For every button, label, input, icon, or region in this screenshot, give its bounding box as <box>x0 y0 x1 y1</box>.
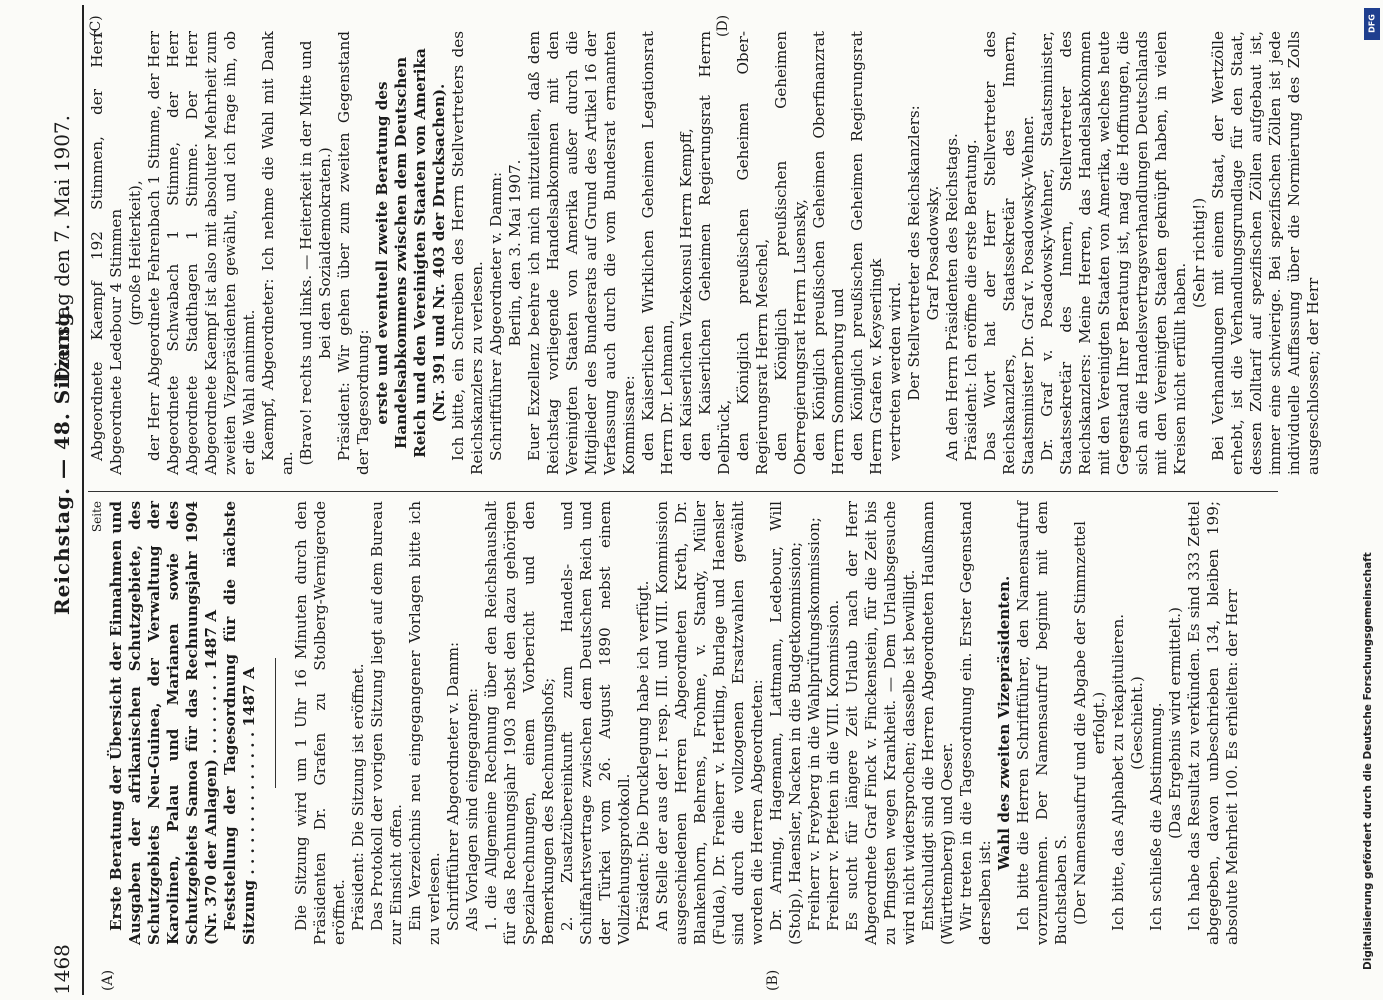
paragraph: Präsident: Die Sitzung ist eröffnet. <box>349 663 367 931</box>
column-divider <box>88 491 1278 492</box>
stage-direction: (Der Namensaufruf und die Abgabe der Stimmzettel erfolgt.) <box>1071 521 1108 925</box>
letter-address: An den Herrn Präsidenten des Reichstags. <box>943 133 961 461</box>
margin-mark-b: (B) <box>765 969 781 991</box>
list-item: den Königlich preußischen Geheimen Regierungsrat Herrn Grafen v. Keyserlingk <box>848 31 885 475</box>
right-column <box>88 31 1322 475</box>
toc-entry-1: Erste Beratung der Übersicht der Einnahmen und Ausgaben der afrikanischen Schutzgebiete, des Schutzgebiets Neu-Guinea, der Verwaltung der Karolinen, Palau und Marianen sowie des Schutzgebiets Samoa für das Rechnungsjahr 1904 (Nr. 370 der Anlagen) . . . . . . . . 1487 A <box>107 501 220 945</box>
letter-dateline: Berlin, den 3. Mai 1907. <box>506 159 524 347</box>
letter-signature-title: Der Stellvertreter des Reichskanzlers: <box>905 105 923 401</box>
paragraph: An Stelle der aus der I. resp. III. und VIII. Kommission ausgeschiedenen Herren Abgeordneten Kreth, Dr. Blankenhorn, Behrens, Frohme, v. Standy, Müller (Fulda), Dr. Freiherr v. Hertling, Burlage und Haensler sind durch die vollzogenen Ersatzwahlen gewählt worden die Herren Abgeordneten: <box>653 501 766 945</box>
paragraph: Ich bitte die Herren Schriftführer, den Namensaufruf vorzunehmen. Der Namensaufruf beginnt mit dem Buchstaben S. <box>1014 501 1070 945</box>
list-item: den Königlich preußischen Geheimen Oberfinanzrat Herrn Sommerburg und <box>810 31 847 475</box>
paragraph: Präsident: Die Drucklegung habe ich verfügt. <box>634 580 652 931</box>
stage-direction: (Geschieht.) <box>1128 676 1146 770</box>
paragraph: Abgeordnete Kaempf 192 Stimmen, der Herr Abgeordnete Ledebour 4 Stimmen <box>88 31 125 475</box>
reichstag-protocol-page <box>30 5 1358 995</box>
agenda-item-heading: erste und eventuell zweite Beratung des Handelsabkommens zwischen dem Deutschen Reich und den Vereinigten Staaten von Amerika (Nr. 391 und Nr. 403 der Drucksachen). <box>373 48 448 458</box>
margin-mark-c: (C) <box>88 15 104 37</box>
stage-direction: (Das Ergebnis wird ermittelt.) <box>1166 607 1184 839</box>
stage-direction: (Bravo! rechts und links. — Heiterkeit in der Mitte und bei den Sozialdemokraten.) <box>297 40 334 466</box>
paragraph: Als Vorlagen sind eingegangen: <box>463 687 481 931</box>
seite-label: Seite <box>90 501 104 533</box>
paragraph: Bei Verhandlungen mit einem Staat, der Wertzölle erhebt, ist die Verhandlungsgrundlage für den Staat, dessen Zolltarif auf spezifischen Zöllen aufgebaut ist, immer eine schwierige. Bei spezifischen Zöllen ist jede individuelle Auffassung über die Normierung des Zolls ausgeschlossen; der Herr <box>1209 31 1322 475</box>
paragraph: Freiherr v. Freyberg in die Wahlprüfungskommission; <box>805 517 823 931</box>
paragraph: Präsident: Wir gehen über zum zweiten Gegenstand der Tagesordnung: <box>335 31 372 475</box>
paragraph: Dr. Graf v. Posadowsky-Wehner, Staatsminister, Staatssekretär des Innern, Stellvertreter des Reichskanzlers: Meine Herren, das Handelsabkommen mit den Vereinigten Staaten von Amerika, welches heute Gegenstand Ihrer Beratung ist, mag die Hoffnungen, die sich an die Handelsvertragsverhandlungen Deutschlands mit den Vereinigten Staaten geknüpft haben, in vielen Kreisen nicht erfüllt haben. <box>1038 31 1189 475</box>
list-item: 2. Zusatzübereinkunft zum Handels- und Schiffahrtsvertrage zwischen dem Deutschen Reich und der Türkei vom 26. August 1890 nebst einem Vollziehungsprotokoll. <box>558 501 633 945</box>
stage-direction: (große Heiterkeit), <box>126 180 144 326</box>
paragraph: Ein Verzeichnis neu eingegangener Vorlagen bitte ich zu verlesen. <box>406 501 443 945</box>
paragraph: Ich habe das Resultat zu verkünden. Es sind 333 Zettel abgegeben, davon unbeschrieben 134, bleiben 199; absolute Mehrheit 100. Es erhielten: der Herr <box>1185 501 1241 945</box>
paragraph: Das Protokoll der vorigen Sitzung liegt auf dem Bureau zur Einsicht offen. <box>368 501 405 945</box>
page-date: Dienstag den 7. Mai 1907. <box>50 115 74 384</box>
paragraph: Das Wort hat der Herr Stellvertreter des Reichskanzlers, Staatssekretär des Innern, Staatsminister Dr. Graf v. Posadowsky-Wehner. <box>981 31 1037 475</box>
dfg-logo-text: DFG <box>1367 14 1377 33</box>
list-item: den Kaiserlichen Wirklichen Geheimen Legationsrat Herrn Dr. Lehmann, <box>639 31 676 475</box>
paragraph: vertreten werden wird. <box>886 281 904 461</box>
list-item: den Kaiserlichen Vizekonsul Herrn Kempff, <box>677 128 695 461</box>
page-title: Reichstag. — 48. Sitzung. <box>50 303 74 615</box>
digitization-stamp-text: Digitalisierung gefördert durch die Deutsche Forschungsgemeinschaft <box>1362 552 1374 970</box>
paragraph: Kaempf, Abgeordneter: Ich nehme die Wahl mit Dank an. <box>259 31 296 475</box>
paragraph: Dr. Arning, Hagemann, Lattmann, Ledebour, Will (Stolp), Haensler, Nacken in die Budgetkommission; <box>767 501 804 945</box>
list-item: den Kaiserlichen Geheimen Regierungsrat Herrn Delbrück, <box>696 31 733 475</box>
list-item: den Königlich preußischen Geheimen Ober-Regierungsrat Herrn Meschel, <box>734 31 771 475</box>
list-item: 1. die Allgemeine Rechnung über den Reichshaushalt für das Rechnungsjahr 1903 nebst den dazu gehörigen Spezialrechnungen, einem Vorbericht und den Bemerkungen des Rechnungshofs; <box>482 501 557 945</box>
paragraph: Freiherr v. Pfetten in die VIII. Kommission. <box>824 599 842 931</box>
section-divider <box>275 658 276 788</box>
paragraph: Ich schließe die Abstimmung. <box>1147 702 1165 931</box>
letter-signature: Graf Posadowsky. <box>924 185 942 321</box>
paragraph: Entschuldigt sind die Herren Abgeordneten Haußmann (Württemberg) und Oeser. <box>919 501 956 945</box>
paragraph: Ich bitte, ein Schreiben des Herrn Stellvertreters des Reichskanzlers zu verlesen. <box>449 31 486 475</box>
page-number: 1468 <box>50 944 74 995</box>
paragraph: Ich bitte, das Alphabet zu rekapitulieren. <box>1109 613 1127 931</box>
agenda-item-heading: Wahl des zweiten Vizepräsidenten. <box>995 575 1013 871</box>
stage-direction: (Sehr richtig!) <box>1190 197 1208 309</box>
digitization-stamp <box>1356 30 1380 970</box>
paragraph: Schriftführer Abgeordneter v. Damm: <box>487 171 505 461</box>
left-column <box>88 501 1268 945</box>
paragraph: Präsident: Ich eröffne die erste Beratung. <box>962 139 980 461</box>
margin-mark-a: (A) <box>100 969 116 991</box>
paragraph: Euer Exzellenz beehre ich mich mitzuteilen, daß dem Reichstag vorliegende Handelsabkommen mit den Vereinigten Staaten von Amerika außer durch die Mitglieder des Bundesrats auf Grund des Artikel 16 der Verfassung auch durch die vom Bundesrat ernannten Kommissare: <box>525 31 638 475</box>
paragraph: Es sucht für längere Zeit Urlaub nach der Herr Abgeordnete Graf Finck v. Finckenstein, für die Zeit bis zu Pfingsten wegen Krankheit. — Dem Urlaubsgesuche wird nicht widersprochen; dasselbe ist bewilligt. <box>843 501 918 945</box>
paragraph: der Herr Abgeordnete Fehrenbach 1 Stimme, der Herr Abgeordnete Schwabach 1 Stimme, der Herr Abgeordnete Stadthagen 1 Stimme. Der Herr Abgeordnete Kaempf ist also mit absoluter Mehrheit zum zweiten Vizepräsidenten gewählt, und ich frage ihn, ob er die Wahl annimmt. <box>145 31 258 475</box>
paragraph: Schriftführer Abgeordneter v. Damm: <box>444 641 462 931</box>
page-header <box>42 5 84 995</box>
margin-mark-d: (D) <box>715 14 731 37</box>
paragraph: Die Sitzung wird um 1 Uhr 16 Minuten durch den Präsidenten Dr. Grafen zu Stolberg-Wernigerode eröffnet. <box>292 501 348 945</box>
toc-entry-2: Feststellung der Tagesordnung für die nächste Sitzung . . . . . . . . . . . . . . 1487 A <box>221 501 258 945</box>
list-item: den Königlich preußischen Geheimen Oberregierungsrat Herrn Lusensky, <box>772 31 809 475</box>
paragraph: Wir treten in die Tagesordnung ein. Erster Gegenstand derselben ist: <box>957 501 994 945</box>
